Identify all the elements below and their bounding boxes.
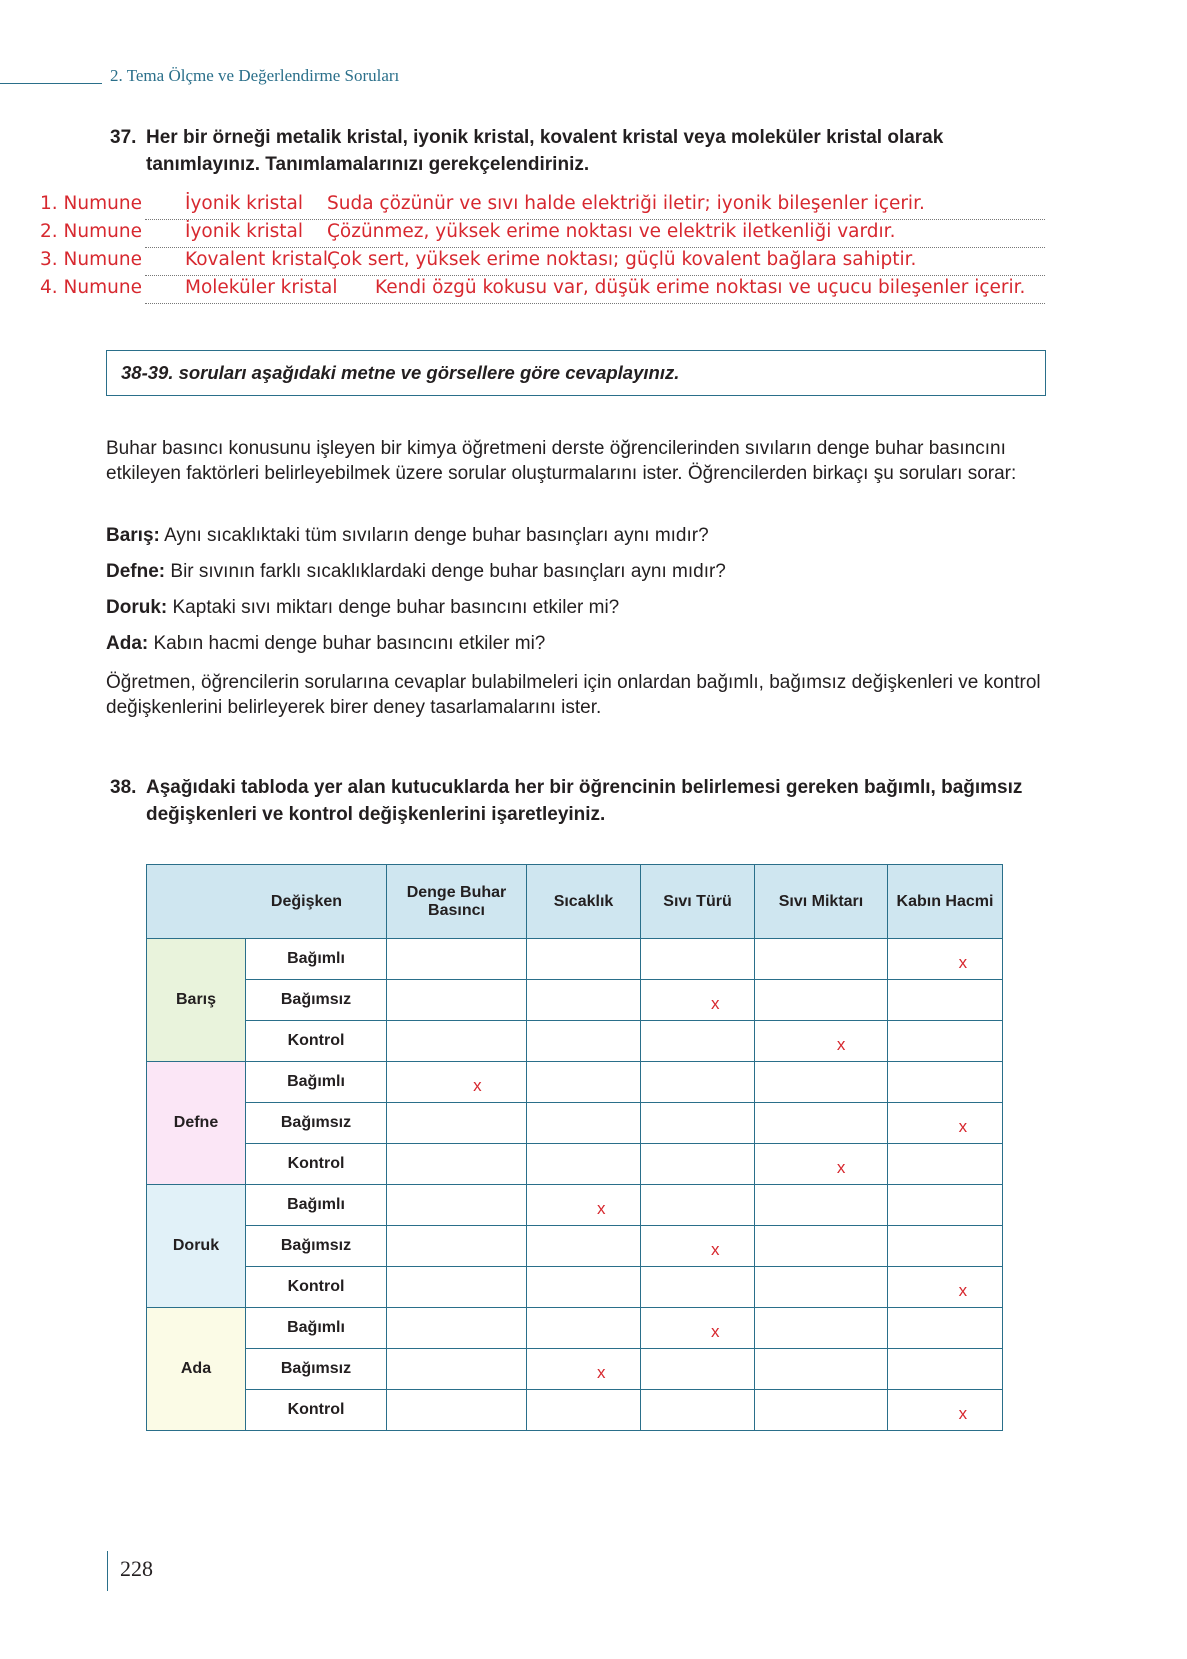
answer-type: İyonik kristal	[185, 221, 304, 242]
instruction-text: 38-39. soruları aşağıdaki metne ve görsellere göre cevaplayınız.	[121, 362, 680, 383]
answer-cell[interactable]	[755, 1103, 888, 1144]
answer-reason: Suda çözünür ve sıvı halde elektriği iletir; iyonik bileşenler içerir.	[327, 193, 925, 214]
question-37	[110, 124, 1050, 180]
table-row	[147, 1226, 1003, 1267]
question-38-number: 38.	[110, 777, 137, 798]
answer-cell[interactable]	[755, 980, 888, 1021]
header-cell: Sıvı Miktarı	[755, 865, 888, 939]
answer-cell[interactable]	[387, 1349, 527, 1390]
variable-type-cell: Kontrol	[246, 1267, 387, 1308]
variable-type-cell: Kontrol	[246, 1390, 387, 1431]
answer-cell[interactable]	[641, 1349, 755, 1390]
student-name-cell: Ada	[147, 1308, 246, 1431]
cross-mark: x	[836, 1035, 846, 1054]
answer-reason: Çözünmez, yüksek erime noktası ve elektrik iletkenliği vardır.	[327, 221, 896, 242]
answer-cell[interactable]	[888, 980, 1003, 1021]
answer-cell[interactable]	[641, 1390, 755, 1431]
variable-type-cell: Bağımlı	[246, 939, 387, 980]
answer-cell[interactable]	[755, 939, 888, 980]
cross-mark: x	[597, 1363, 606, 1382]
variable-type-cell: Kontrol	[246, 1021, 387, 1062]
answer-cell[interactable]	[387, 1267, 527, 1308]
table-row	[147, 1021, 1003, 1062]
cross-mark: x	[711, 1322, 720, 1341]
cross-mark: x	[711, 1240, 720, 1259]
answer-sample: 1. Numune	[40, 193, 142, 214]
speaker-text: Aynı sıcaklıktaki tüm sıvıların denge buhar basınçları aynı mıdır?	[159, 525, 709, 546]
answer-cell[interactable]	[527, 939, 641, 980]
answer-cell[interactable]	[527, 980, 641, 1021]
answer-type: Kovalent kristal	[185, 249, 329, 270]
cross-mark: x	[836, 1158, 846, 1177]
answer-cell[interactable]	[527, 1349, 641, 1390]
answer-cell[interactable]	[387, 1308, 527, 1349]
table-row	[147, 1267, 1003, 1308]
table-row	[147, 1185, 1003, 1226]
cross-mark: x	[597, 1199, 606, 1218]
passage-closing: Öğretmen, öğrencilerin sorularına cevaplar bulabilmeleri için onlardan bağımlı, bağımsız değişkenleri ve kontrol değişkenlerini belirleyerek birer deney tasarlamalarını ister.	[106, 672, 1041, 718]
table-header-row	[147, 865, 1003, 939]
question-37-number: 37.	[110, 127, 137, 148]
page-number: 228	[120, 1556, 153, 1581]
answer-cell[interactable]	[641, 939, 755, 980]
answer-cell[interactable]	[641, 1267, 755, 1308]
header-cell: Sıcaklık	[527, 865, 641, 939]
answer-cell[interactable]	[387, 980, 527, 1021]
answer-cell[interactable]	[888, 1267, 1003, 1308]
header-cell-variable: Değişken	[147, 865, 387, 939]
question-38-text: Aşağıdaki tabloda yer alan kutucuklarda her bir öğrencinin belirlemesi gereken bağımlı, bağımsız değişkenleri ve kontrol değişkenlerini işaretleyiniz.	[146, 777, 1023, 825]
table-row	[147, 1103, 1003, 1144]
speaker-name: Barış:	[106, 525, 160, 546]
answer-cell[interactable]	[387, 1390, 527, 1431]
answer-cell[interactable]	[888, 1062, 1003, 1103]
cross-mark: x	[958, 1117, 968, 1136]
answer-cell[interactable]	[527, 1185, 641, 1226]
answer-cell[interactable]	[888, 1390, 1003, 1431]
dialogue-defne	[106, 559, 726, 584]
answer-cell[interactable]	[527, 1226, 641, 1267]
student-name-cell: Defne	[147, 1062, 246, 1185]
speaker-text: Kaptaki sıvı miktarı denge buhar basıncını etkiler mi?	[167, 597, 620, 618]
answer-cell[interactable]	[888, 1103, 1003, 1144]
table-row	[147, 1390, 1003, 1431]
answer-cell[interactable]	[888, 1226, 1003, 1267]
instruction-box	[106, 350, 1046, 396]
answer-cell[interactable]	[387, 1062, 527, 1103]
answer-cell[interactable]	[527, 1308, 641, 1349]
answer-cell[interactable]	[387, 939, 527, 980]
answer-cell[interactable]	[888, 1308, 1003, 1349]
answer-cell[interactable]	[641, 1103, 755, 1144]
answer-sample: 3. Numune	[40, 249, 142, 270]
variable-type-cell: Kontrol	[246, 1144, 387, 1185]
variable-type-cell: Bağımsız	[246, 1226, 387, 1267]
answer-dotted-line	[145, 303, 1045, 304]
cross-mark: x	[473, 1076, 482, 1095]
table-row	[147, 980, 1003, 1021]
answer-cell[interactable]	[888, 939, 1003, 980]
variable-type-cell: Bağımlı	[246, 1308, 387, 1349]
answer-cell[interactable]	[527, 1144, 641, 1185]
question-37-text: Her bir örneği metalik kristal, iyonik kristal, kovalent kristal veya moleküler kristal olarak tanımlayınız. Tanımlamalarınızı gerekçelendiriniz.	[146, 127, 944, 175]
answer-cell[interactable]	[387, 1021, 527, 1062]
answer-cell[interactable]	[755, 1390, 888, 1431]
answer-cell[interactable]	[527, 1103, 641, 1144]
answer-cell[interactable]	[888, 1349, 1003, 1390]
cross-mark: x	[958, 1404, 968, 1423]
answer-cell[interactable]	[755, 1144, 888, 1185]
answer-cell[interactable]	[387, 1103, 527, 1144]
speaker-name: Doruk:	[106, 597, 168, 618]
answer-cell[interactable]	[888, 1144, 1003, 1185]
question-38	[110, 774, 1050, 830]
answer-cell[interactable]	[755, 1308, 888, 1349]
answer-cell[interactable]	[387, 1185, 527, 1226]
answer-type: Moleküler kristal	[185, 277, 338, 298]
table-row	[147, 1144, 1003, 1185]
speaker-name: Defne:	[106, 561, 166, 582]
answer-cell[interactable]	[755, 1062, 888, 1103]
running-header: 2. Tema Ölçme ve Değerlendirme Soruları	[110, 66, 400, 85]
variable-type-cell: Bağımsız	[246, 1103, 387, 1144]
answer-cell[interactable]	[755, 1226, 888, 1267]
variable-type-cell: Bağımlı	[246, 1185, 387, 1226]
answer-cell[interactable]	[641, 1308, 755, 1349]
table-row	[147, 939, 1003, 980]
table-row	[147, 1308, 1003, 1349]
cross-mark: x	[958, 1281, 968, 1300]
cross-mark: x	[711, 994, 720, 1013]
header-cell: Denge Buhar Basıncı	[387, 865, 527, 939]
variable-type-cell: Bağımlı	[246, 1062, 387, 1103]
passage-intro: Buhar basıncı konusunu işleyen bir kimya öğretmeni derste öğrencilerinden sıvıların denge buhar basıncını etkileyen faktörleri belirleyebilmek üzere sorular oluşturmalarını ister. Öğrencilerden birkaçı şu soruları sorar:	[106, 438, 1017, 484]
answer-cell[interactable]	[888, 1185, 1003, 1226]
answer-cell[interactable]	[527, 1021, 641, 1062]
answer-cell[interactable]	[527, 1062, 641, 1103]
variable-type-cell: Bağımsız	[246, 1349, 387, 1390]
dialogue-ada	[106, 631, 545, 656]
answer-cell[interactable]	[641, 1144, 755, 1185]
answer-cell[interactable]	[755, 1021, 888, 1062]
answer-cell[interactable]	[387, 1144, 527, 1185]
dialogue-baris	[106, 523, 709, 548]
speaker-name: Ada:	[106, 633, 149, 654]
answer-reason: Çok sert, yüksek erime noktası; güçlü kovalent bağlara sahiptir.	[327, 249, 917, 270]
answer-sample: 2. Numune	[40, 221, 142, 242]
speaker-text: Bir sıvının farklı sıcaklıklardaki denge buhar basınçları aynı mıdır?	[165, 561, 726, 582]
answer-cell[interactable]	[755, 1267, 888, 1308]
dialogue-doruk	[106, 595, 619, 620]
answer-cell[interactable]	[641, 1226, 755, 1267]
answer-cell[interactable]	[387, 1226, 527, 1267]
answer-cell[interactable]	[888, 1021, 1003, 1062]
header-rule	[0, 83, 102, 84]
answer-type: İyonik kristal	[185, 193, 304, 214]
student-name-cell: Barış	[147, 939, 246, 1062]
variable-type-cell: Bağımsız	[246, 980, 387, 1021]
cross-mark: x	[958, 953, 968, 972]
answer-cell[interactable]	[755, 1185, 888, 1226]
table-row	[147, 1062, 1003, 1103]
answer-cell[interactable]	[641, 1021, 755, 1062]
answer-reason: Kendi özgü kokusu var, düşük erime noktası ve uçucu bileşenler içerir.	[375, 277, 1026, 298]
answer-cell[interactable]	[527, 1267, 641, 1308]
speaker-text: Kabın hacmi denge buhar basıncını etkiler mi?	[148, 633, 546, 654]
answer-cell[interactable]	[641, 1062, 755, 1103]
student-name-cell: Doruk	[147, 1185, 246, 1308]
header-cell: Kabın Hacmi	[888, 865, 1003, 939]
answer-cell[interactable]	[755, 1349, 888, 1390]
header-cell: Sıvı Türü	[641, 865, 755, 939]
answer-cell[interactable]	[641, 980, 755, 1021]
answer-cell[interactable]	[527, 1390, 641, 1431]
table-row	[147, 1349, 1003, 1390]
answer-sample: 4. Numune	[40, 277, 142, 298]
variables-table	[146, 864, 1003, 1431]
answer-cell[interactable]	[641, 1185, 755, 1226]
page-number-rule	[107, 1551, 108, 1591]
